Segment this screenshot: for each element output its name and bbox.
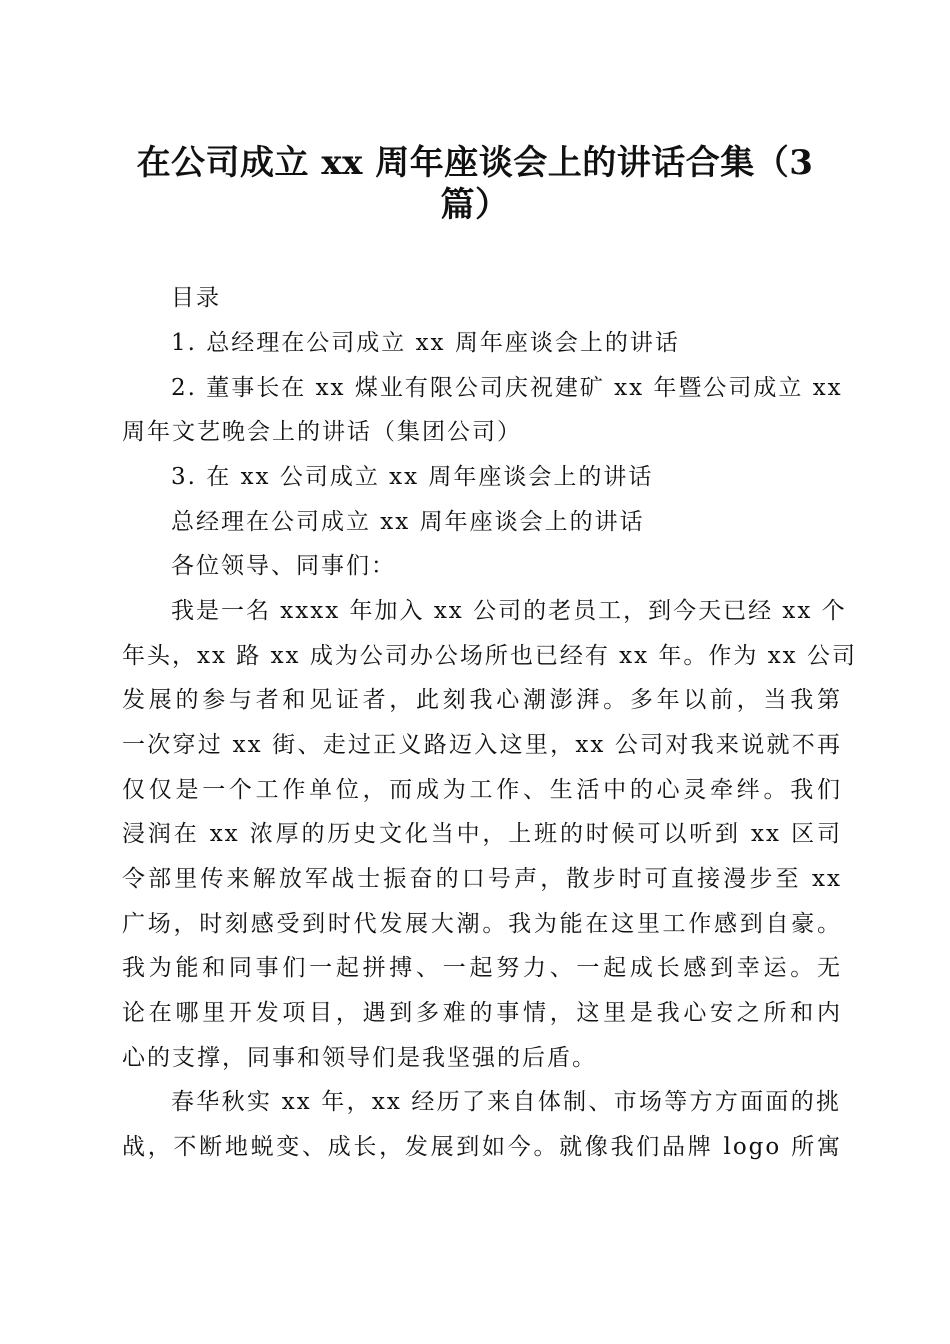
toc-item-1: 1. 总经理在公司成立 xx 周年座谈会上的讲话 (171, 330, 680, 356)
paragraph-1-line-11: 心的支撑，同事和领导们是我坚强的后盾。 (122, 1045, 597, 1071)
paragraph-1-line-7: 令部里传来解放军战士振奋的口号声，散步时可直接漫步至 xx (122, 866, 842, 892)
section-title: 总经理在公司成立 xx 周年座谈会上的讲话 (171, 509, 645, 535)
paragraph-1-line-3: 发展的参与者和见证者，此刻我心潮澎湃。多年以前，当我第 (122, 687, 842, 713)
paragraph-1-line-6: 浸润在 xx 浓厚的历史文化当中，上班的时候可以听到 xx 区司 (122, 821, 842, 847)
document-title-line-2: 篇） (440, 185, 510, 225)
paragraph-1-line-2: 年头，xx 路 xx 成为公司办公场所也已经有 xx 年。作为 xx 公司 (122, 643, 857, 669)
paragraph-1-line-10: 论在哪里开发项目，遇到多难的事情，这里是我心安之所和内 (122, 1000, 842, 1026)
toc-heading: 目录 (171, 285, 221, 311)
toc-item-2: 2. 董事长在 xx 煤业有限公司庆祝建矿 xx 年暨公司成立 xx (171, 375, 843, 401)
paragraph-1-line-5: 仅仅是一个工作单位，而成为工作、生活中的心灵牵绊。我们 (122, 777, 842, 803)
salutation: 各位领导、同事们： (171, 553, 396, 579)
paragraph-1-line-4: 一次穿过 xx 街、走过正义路迈入这里，xx 公司对我来说就不再 (122, 732, 842, 758)
paragraph-1-line-9: 我为能和同事们一起拼搏、一起努力、一起成长感到幸运。无 (122, 955, 842, 981)
paragraph-1-line-1: 我是一名 xxxx 年加入 xx 公司的老员工，到今天已经 xx 个 (171, 598, 847, 624)
paragraph-1-line-8: 广场，时刻感受到时代发展大潮。我为能在这里工作感到自豪。 (122, 911, 842, 937)
paragraph-2-line-1: 春华秋实 xx 年，xx 经历了来自体制、市场等方方面面的挑 (171, 1089, 841, 1115)
document-title-line-1: 在公司成立 xx 周年座谈会上的讲话合集（3 (136, 143, 814, 183)
paragraph-2-line-2: 战，不断地蜕变、成长，发展到如今。就像我们品牌 logo 所寓 (122, 1134, 842, 1160)
toc-item-3: 3. 在 xx 公司成立 xx 周年座谈会上的讲话 (171, 464, 654, 490)
toc-item-2-continued: 周年文艺晚会上的讲话（集团公司） (122, 419, 522, 445)
